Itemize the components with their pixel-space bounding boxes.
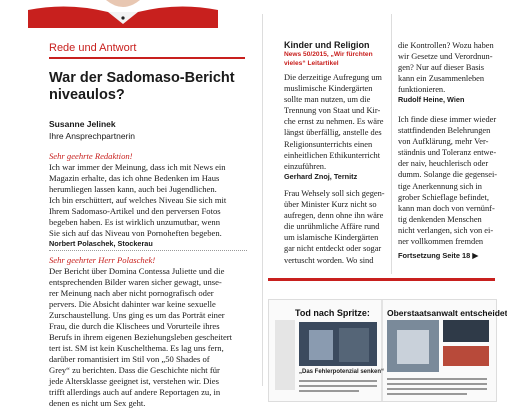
column2-line: über Minister Kurz nicht so — [284, 200, 377, 210]
letter-2-salutation: Sehr geehrter Herr Polaschek! — [49, 255, 156, 265]
column2-letter-1 — [284, 72, 388, 182]
column-divider — [262, 14, 263, 386]
letter-2-line: jede Altersklasse geeignet ist, verstehen wir. Dies — [49, 376, 219, 386]
column3-signature: Rudolf Heine, Wien — [398, 95, 465, 105]
column3-letter-end — [398, 40, 498, 105]
column3-line: kann ein Zusammenleben — [398, 74, 485, 84]
column3-line: gen? Nur auf dieser Basis — [398, 63, 485, 73]
column2-line: einzuführen. — [284, 161, 327, 171]
box-rule — [268, 278, 495, 281]
letter-1-line: Ich war immer der Meinung, dass ich mit News ein — [49, 162, 226, 172]
column2-line: Religionsunterrichts einen — [284, 139, 373, 149]
letter-1-line: Ich bin erschüttert, auf welches Niveau Sie sich mit — [49, 195, 227, 205]
article-headline: War der Sadomaso-Bericht niveaulos? — [49, 70, 235, 103]
thumbnail-headline-left: Tod nach Spritze: — [295, 308, 370, 318]
column2-line: längst überfällig, anstelle des — [284, 128, 382, 138]
letter-1-line: Magazin erhalte, das ich ohne Bedenken im Haus — [49, 173, 220, 183]
column3-line: der naiv, heuchlerisch oder — [398, 159, 489, 169]
column2-line: um islamische Kindergärten — [284, 233, 379, 243]
letter-1-line: Ihrem Sadomaso-Artikel und den perversen Fotos — [49, 206, 221, 216]
column2-line: vertuscht worden. Wo sind — [284, 255, 374, 265]
column2-signature: Gerhard Znoj, Ternitz — [284, 171, 358, 181]
column2-line: gar nicht entdeckt oder sogar — [284, 244, 382, 254]
column3-line: nicht verlangen, sich von ei- — [398, 225, 494, 235]
column3-line: von Aufklärung, mehr Ver- — [398, 137, 489, 147]
letter-1 — [49, 151, 247, 249]
column2-line: aufregen, denn ohne ihn wäre — [284, 211, 384, 221]
letter-2 — [49, 255, 247, 409]
letter-1-line: Sie sich auf das Niveau von Pornoheften begeben. — [49, 228, 222, 238]
column3-line: tig denkenden Menschen — [398, 214, 482, 224]
letter-1-salutation: Sehr geehrte Redaktion! — [49, 151, 133, 161]
column2-line: die unrühmliche Affäre rund — [284, 222, 380, 232]
column3-line: tige Anerkennung sich in — [398, 181, 482, 191]
letter-2-line: Zurschaustellung. Uns ging es um das Porträt einer — [49, 310, 225, 320]
column3-line: wir Gesetze und Verordnun- — [398, 52, 493, 62]
column2-line: Trennung von Staat und Kir- — [284, 106, 381, 116]
author-name: Susanne Jelinek — [49, 119, 116, 129]
column3-line: dumm. Solange die gegensei- — [398, 170, 498, 180]
letter-2-line: Grey“ zu berichten. Dass die Geschichte nicht für — [49, 365, 220, 375]
column2-line: einheitlichen Ethikunterricht — [284, 150, 381, 160]
author-portrait — [28, 0, 218, 28]
magazine-spread-thumbnail — [268, 299, 507, 402]
continuation-link[interactable]: Fortsetzung Seite 18 ▶ — [398, 251, 479, 260]
letter-2-line: denen es nicht um Sex geht. — [49, 398, 146, 408]
letter-2-line: tert ist. SM ist kein Kuschelthema. Es lag uns fern, — [49, 343, 224, 353]
section-kicker: Rede und Antwort — [49, 42, 137, 54]
letter-1-line: begeben haben. Es ist wirklich unzumutbar, wenn — [49, 217, 221, 227]
column3-line: die Kontrollen? Wozu haben — [398, 41, 494, 50]
column3-line: ner vollkommen fremden — [398, 237, 484, 247]
column2-letter-2 — [284, 188, 388, 266]
letter-2-line: pervers. Die Absicht dahinter war keine sexuelle — [49, 299, 216, 309]
thumbnail-quote: „Das Fehlerpotenzial senken“ — [299, 369, 385, 375]
letter-2-line: rer Meinung nach aber nicht pornografisch oder — [49, 288, 214, 298]
column2-line: muslimische Kindergärten — [284, 84, 373, 94]
column2-line: Frau Wehsely soll sich gegen- — [284, 189, 385, 198]
letter-2-line: trifft allerdings auch auf andere Reportagen zu, in — [49, 387, 221, 397]
column-divider — [391, 14, 392, 274]
section-title: Kinder und Religion — [284, 40, 370, 50]
column3-line: kann man doch von vernünf- — [398, 203, 495, 213]
column2-line: sollte man nutzen, um die — [284, 95, 371, 105]
thumbnail-headline-right: Oberstaatsanwalt entscheidet — [387, 308, 507, 318]
column3-line: funktionieren. — [398, 85, 446, 95]
letter-1-signature: Norbert Polaschek, Stockerau — [49, 239, 153, 248]
letter-2-line: Berufs in ihrem eigenen Beziehungsleben gescheitert — [49, 332, 233, 342]
letter-2-line: darüber romantisiert im Stil von „50 Shades of — [49, 354, 210, 364]
column3-line: Ich finde diese immer wieder — [398, 115, 497, 124]
column3-letter — [398, 114, 498, 247]
author-role: Ihre Ansprechpartnerin — [49, 131, 135, 141]
column3-line: ständnis und Toleranz entwe- — [398, 148, 497, 158]
section-subtitle: News 50/2015, „Wir fürchten vieles“ Leitartikel — [284, 51, 373, 67]
letter-divider — [49, 250, 247, 251]
column3-line: stattfindenden Belehrungen — [398, 126, 491, 136]
letter-2-line: entsprechenden Bilder waren sicher gewagt, unse- — [49, 277, 222, 287]
letter-1-line: herumliegen lassen kann, auch bei Jugendlichen. — [49, 184, 217, 194]
kicker-rule — [49, 57, 245, 59]
letter-2-line: Der Bericht über Domina Contessa Juliette und die — [49, 266, 225, 276]
column2-line: Die derzeitige Aufregung um — [284, 73, 382, 82]
column2-line: che ernst zu nehmen. Es wäre — [284, 117, 384, 127]
column3-line: grober Schieflage befindet, — [398, 192, 489, 202]
letter-2-line: Frau, die durch die Klischees und Vorurteile ihres — [49, 321, 220, 331]
